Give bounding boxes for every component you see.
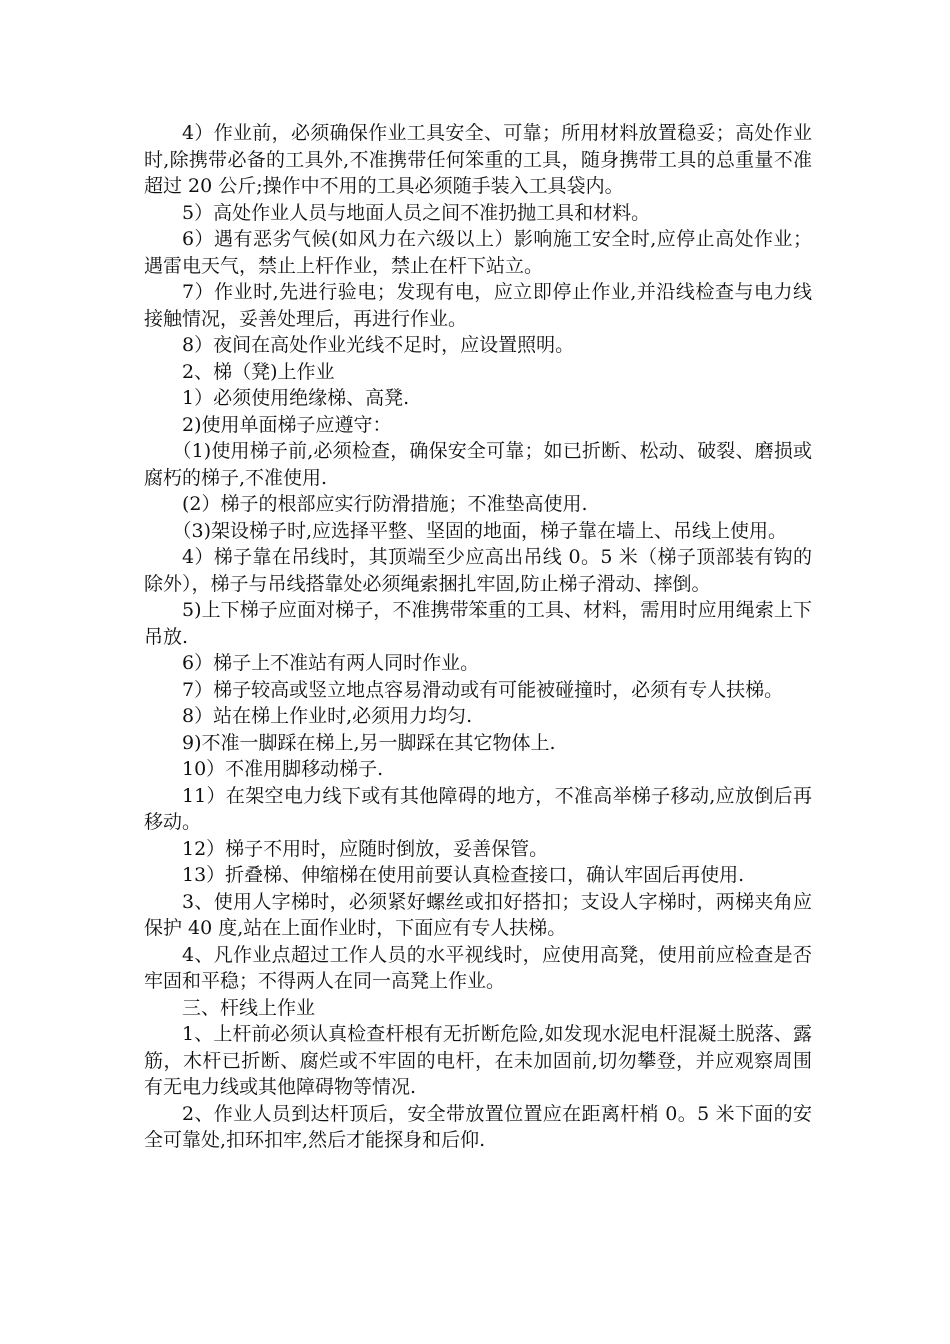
section-heading: 2、梯（凳)上作业 [182, 360, 335, 383]
document-body [144, 120, 812, 1154]
paragraph: 12）梯子不用时，应随时倒放，妥善保管。 [182, 837, 549, 860]
paragraph: 1、上杆前必须认真检查杆根有无折断危险,如发现水泥电杆混凝土脱落、露筋，木杆已折断、腐烂或不牢固的电杆，在未加固前,切勿攀登，并应观察周围有无电力线或其他障碍物等情况. [144, 1023, 812, 1098]
paragraph: 8）站在梯上作业时,必须用力均匀. [182, 705, 473, 727]
paragraph: 2)使用单面梯子应遵守： [182, 413, 392, 436]
paragraph: （3)架设梯子时,应选择平整、坚固的地面，梯子靠在墙上、吊线上使用。 [172, 519, 788, 542]
paragraph: 4）梯子靠在吊线时，其顶端至少应高出吊线 0。5 米（梯子顶部装有钩的除外），梯子与吊线搭靠处必须绳索捆扎牢固,防止梯子滑动、摔倒。 [144, 546, 812, 595]
paragraph: 4、凡作业点超过工作人员的水平视线时，应使用高凳，使用前应检查是否牢固和平稳；不得两人在同一高凳上作业。 [144, 943, 812, 992]
paragraph: 5）高处作业人员与地面人员之间不准扔抛工具和材料。 [182, 201, 651, 224]
paragraph: (2）梯子的根部应实行防滑措施；不准垫高使用. [182, 493, 588, 515]
paragraph: 8）夜间在高处作业光线不足时，应设置照明。 [182, 334, 575, 356]
paragraph: （1)使用梯子前,必须检查，确保安全可靠；如已折断、松动、破裂、磨损或腐朽的梯子,不准使用. [144, 440, 812, 489]
paragraph: 1）必须使用绝缘梯、高凳. [182, 387, 410, 409]
paragraph: 7）作业时,先进行验电；发现有电，应立即停止作业,并沿线检查与电力线接触情况，妥善处理后，再进行作业。 [144, 281, 812, 330]
paragraph: 4）作业前，必须确保作业工具安全、可靠；所用材料放置稳妥；高处作业时,除携带必备的工具外,不准携带任何笨重的工具，随身携带工具的总重量不准超过 20 公斤;操作中不用的工具必须随手装入工具袋内。 [144, 122, 812, 197]
paragraph: 5)上下梯子应面对梯子，不准携带笨重的工具、材料，需用时应用绳索上下吊放. [144, 599, 812, 648]
section-heading: 三、杆线上作业 [182, 996, 316, 1019]
paragraph: 3、使用人字梯时，必须紧好螺丝或扣好搭扣；支设人字梯时，两梯夹角应保护 40 度,站在上面作业时，下面应有专人扶梯。 [144, 890, 812, 939]
paragraph: 6）遇有恶劣气候(如风力在六级以上）影响施工安全时,应停止高处作业；遇雷电天气，禁止上杆作业，禁止在杆下站立。 [144, 228, 812, 277]
paragraph: 6）梯子上不准站有两人同时作业。 [182, 652, 480, 674]
paragraph: 2、作业人员到达杆顶后，安全带放置位置应在距离杆梢 0。5 米下面的安全可靠处,扣环扣牢,然后才能探身和后仰. [144, 1102, 812, 1151]
paragraph: 10）不准用脚移动梯子. [182, 758, 384, 780]
paragraph: 7）梯子较高或竖立地点容易滑动或有可能被碰撞时，必须有专人扶梯。 [182, 678, 784, 701]
paragraph: 13）折叠梯、伸缩梯在使用前要认真检查接口，确认牢固后再使用. [182, 864, 745, 886]
paragraph: 9)不准一脚踩在梯上,另一脚踩在其它物体上. [182, 731, 556, 754]
paragraph: 11）在架空电力线下或有其他障碍的地方，不准高举梯子移动,应放倒后再移动。 [144, 784, 812, 833]
